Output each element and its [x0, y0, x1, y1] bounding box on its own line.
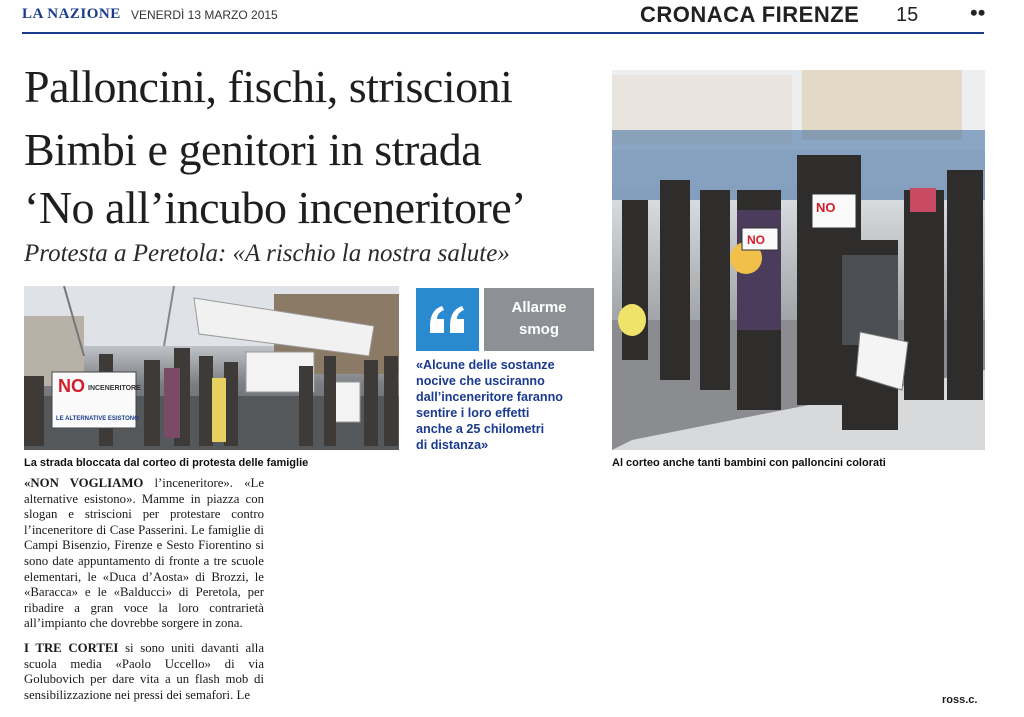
sign-inceneritore-text: INCENERITORE — [88, 385, 141, 392]
children-march-illustration — [612, 70, 985, 450]
quote-line-4: sentire i loro effetti — [416, 406, 530, 420]
masthead-logo: LA NAZIONE — [22, 6, 121, 22]
header-rule — [22, 32, 984, 34]
col1-p1-text: l’inceneritore». «Le alternative esistono». Mamme in piazza con slogan e striscioni per protestare contro l’inceneritore di Case Passerini. Le famiglie di Campi Bisenzio, Firenze e Sesto Fiorentino si sono date appuntamento di fronte a tre scuole elementari, le «Duca d’Aosta» di Brozzi, le «Baracca» e le «Balducci» di Peretola, per ribadire a gran voce la loro contrarietà all’impianto che dovrebbe sorgere in zona. — [24, 476, 264, 631]
subtitle: Protesta a Peretola: «A rischio la nostra salute» — [24, 240, 510, 267]
photo-caption-left: La strada bloccata dal corteo di protesta delle famiglie — [24, 457, 309, 469]
quote-line-6: di distanza» — [416, 438, 489, 452]
quote-line-5: anche a 25 chilometri — [416, 422, 545, 436]
quote-icon — [416, 288, 479, 351]
quote-label-line-2: smog — [518, 321, 559, 338]
quote-line-2: nocive che usciranno — [416, 374, 545, 388]
sign-alternative-text: LE ALTERNATIVE ESISTONO — [56, 416, 139, 422]
protest-street-illustration — [24, 286, 399, 450]
col1-p2-lead: I TRE CORTEI — [24, 640, 119, 655]
headline-line-2: Bimbi e genitori in strada — [24, 124, 482, 175]
protest-photo-right — [612, 70, 985, 450]
quote-label-line-1: Allarme — [511, 299, 567, 316]
col1-p2-text: si sono uniti davanti alla scuola media «Paolo Uccello» di via Golubovich per dare vita a un flash mob di sensibilizzazione nei pressi dei semafori. Le — [24, 640, 265, 702]
headline-line-3: ‘No all’incubo inceneritore’ — [24, 182, 526, 233]
issue-date: VENERDÌ 13 MARZO 2015 — [131, 8, 278, 22]
quote-line-3: dall’inceneritore faranno — [416, 390, 563, 404]
sign-no-text: NO — [58, 376, 85, 396]
article-column-1 — [24, 476, 264, 712]
sign-no-text-right-2: NO — [816, 200, 836, 215]
photo-caption-right: Al corteo anche tanti bambini con palloncini colorati — [612, 457, 886, 469]
quote-line-1: «Alcune delle sostanze — [416, 358, 555, 372]
protest-photo-left — [24, 286, 399, 450]
col1-p1-lead: «NON VOGLIAMO — [24, 476, 144, 490]
headline-line-1: Palloncini, fischi, striscioni — [24, 61, 513, 112]
quote-label-box — [484, 288, 594, 351]
page-mark: •• — [970, 0, 986, 25]
page-number: 15 — [896, 4, 919, 26]
sign-no-text-right: NO — [747, 233, 765, 247]
author-signature: ross.c. — [942, 694, 978, 706]
section-title: CRONACA FIRENZE — [640, 2, 860, 27]
